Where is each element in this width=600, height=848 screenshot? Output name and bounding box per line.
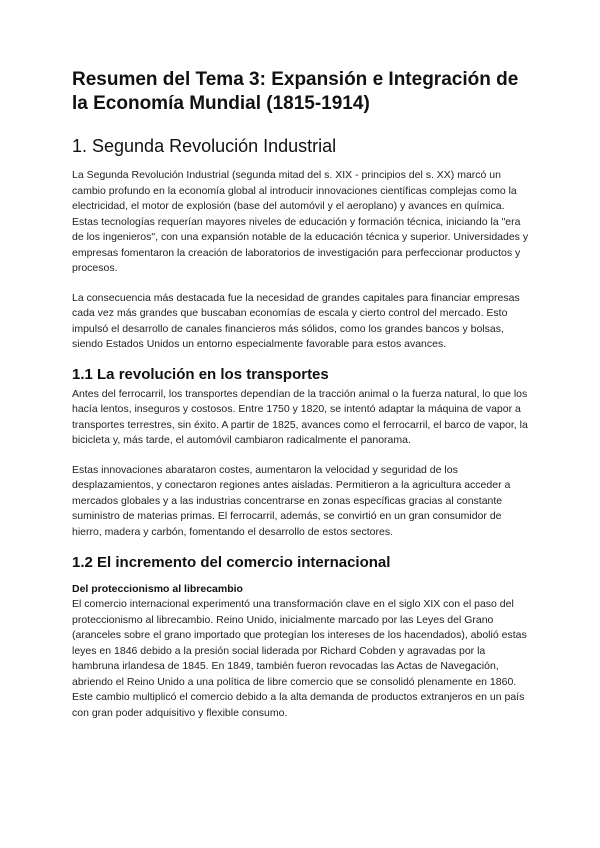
paragraph: Estas innovaciones abarataron costes, aumentaron la velocidad y seguridad de los desplazamientos, y conectaron regiones antes aisladas. Permitieron a la agricultura acceder a mercados globales y a las industrias concentrarse en zonas específicas gracias al constante suministro de materias primas. El ferrocarril, además, se convirtió en un gran consumidor de hierro, madera y carbón, fomentando el desarrollo de estos sectores. <box>72 463 511 538</box>
paragraph: La consecuencia más destacada fue la necesidad de grandes capitales para financiar empresas cada vez más grandes que buscaban economías de escala y cierto control del mercado. Esto impulsó el desarrollo de canales financieros más sólidos, como los grandes bancos y bolsas, siendo Estados Unidos un entorno especialmente favorable para estos avances. <box>72 291 520 350</box>
subsection-heading-transportes: 1.1 La revolución en los transportes <box>72 365 329 383</box>
paragraph: La Segunda Revolución Industrial (segunda mitad del s. XIX - principios del s. XX) marcó un cambio profundo en la economía global al introducir innovaciones científicas complejas como la electricidad, el motor de explosión (base del automóvil y el aeroplano) y avances en química. Estas tecnologías requerían mayores niveles de educación y formación técnica, iniciando la "era de los ingenieros", con una expansión notable de la educación técnica y superior. Universidades y empresas fomentaron la creación de laboratorios de investigación para perfeccionar productos y procesos. <box>72 169 529 274</box>
document-title: Resumen del Tema 3: Expansión e Integración de la Economía Mundial (1815-1914) <box>72 69 519 114</box>
section-heading-segunda-revolucion: 1. Segunda Revolución Industrial <box>72 136 337 156</box>
subsection-heading-comercio: 1.2 El incremento del comercio internacional <box>72 554 391 571</box>
paragraph: Antes del ferrocarril, los transportes dependían de la tracción animal o la fuerza natural, lo que los hacía lentos, inseguros y costosos. Entre 1750 y 1820, se intentó adaptar la máquina de vapor a transportes terrestres, sin éxito. A partir de 1825, avances como el ferrocarril, el barco de vapor, la bicicleta y, más tarde, el automóvil cambiaron radicalmente el panorama. <box>72 387 528 446</box>
paragraph: El comercio internacional experimentó una transformación clave en el siglo XIX con el paso del proteccionismo al librecambio. Reino Unido, inicialmente marcado por las Leyes del Grano (aranceles sobre el grano importado que protegían los intereses de los hacendados), abolió estas leyes en 1846 debido a la presión social liderada por Richard Cobden y agravadas por la hambruna irlandesa de 1845. En 1849, también fueron revocadas las Actas de Navegación, abriendo el Reino Unido a una política de libre comercio que se consolidó plenamente en 1860. Este cambio multiplicó el comercio debido a la alta demanda de productos extranjeros en un país con gran poder adquisitivo y flexible consumo. <box>72 598 527 719</box>
minor-heading-librecambio: Del proteccionismo al librecambio <box>72 583 243 595</box>
document-page <box>72 68 530 721</box>
